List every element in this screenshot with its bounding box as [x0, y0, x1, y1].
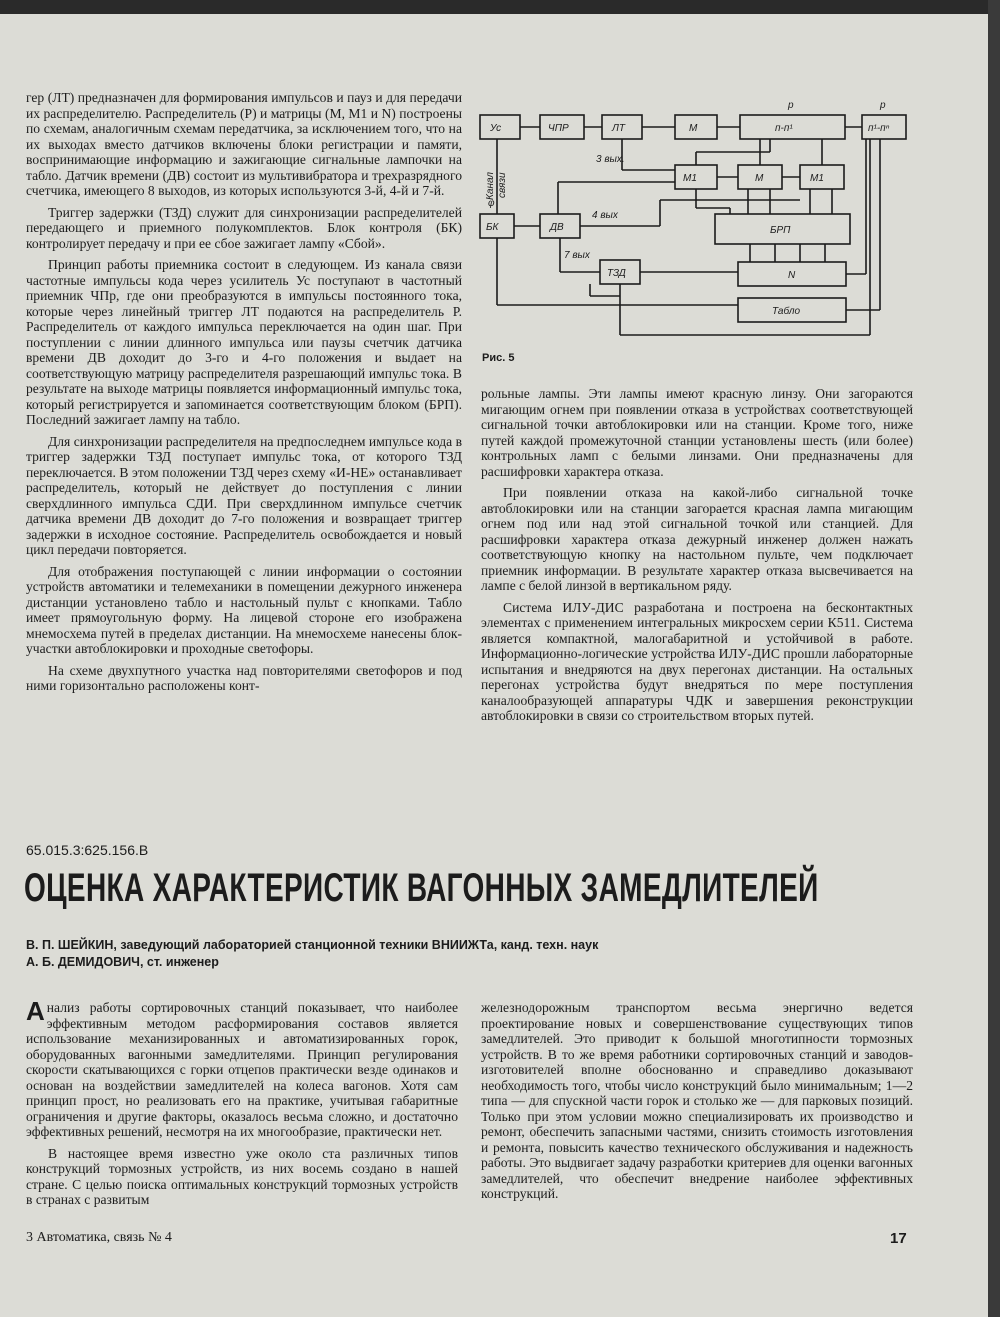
footer-journal: 3 Автоматика, связь № 4 [26, 1230, 172, 1245]
label-svyazi: связи [497, 172, 508, 198]
label-out3: 3 вых. [596, 154, 625, 165]
scan-edge-top [0, 0, 1000, 14]
label-tzd: ТЗД [607, 268, 626, 279]
label-bk: БК [486, 222, 499, 233]
block-diagram [470, 90, 910, 358]
column-bottom-right [481, 1000, 913, 1202]
label-lt: ЛТ [612, 123, 625, 134]
paragraph [26, 996, 458, 1140]
column-bottom-left [26, 996, 458, 1208]
article-title: ОЦЕНКА ХАРАКТЕРИСТИК ВАГОННЫХ ЗАМЕДЛИТЕЛЕЙ [24, 866, 819, 910]
label-m1-b: М1 [810, 173, 824, 184]
label-pn: п¹-пⁿ [868, 123, 890, 134]
label-r1: р [788, 100, 794, 111]
paragraph: железнодорожным транспортом весьма энергично ведется проектирование новых и совершенствование существующих типов замедлителей. Это приводит к большой многотипности тормозных устройств. В то же время работники сортировочных станций и заводов-изготовителей вполне обоснованно и справедливо доказывают необходимость того, чтобы число конструкций было минимальным; 1—2 типа — для спускной части горок и столько же — для парковых позиций. Только при этом условии можно специализировать их производство и ремонт, обеспечить запасными частями, снизить стоимость изготовления и ремонта, повысить качество технического обслуживания и надежность работы. Это выдвигает задачу разработки критериев для оценки вагонных замедлителей, что обеспечит внедрение наиболее эффективных конструкций. [481, 1000, 913, 1201]
column-top-right [481, 386, 913, 724]
paragraph: Для синхронизации распределителя на предпоследнем импульсе кода в триггер задержки ТЗД поступает импульс тока, от которого ТЗД переключается. В этом положении ТЗД через схему «И-НЕ» останавливает распределитель, который не действует до поступления с линии сверхдлинного импульса СДИ. При сверхдлинном импульсе счетчик датчика времени ДВ доходит до 7-го положения и возвращает триггер задержки в исходное состояние. Распределитель освобождается и новый цикл передачи повторяется. [26, 433, 462, 557]
paragraph: В настоящее время известно уже около ста различных типов конструкций тормозных устройств, из них восемь создано в нашей стране. С целью поиска оптимальных конструкций тормозных устройств в странах с развитым [26, 1145, 458, 1207]
label-kanal: Канал [485, 171, 496, 200]
label-out7: 7 вых [564, 250, 590, 261]
label-m-mid: М [755, 173, 764, 184]
paragraph: На схеме двухпутного участка над повторителями светофоров и под ними горизонтально расположены конт- [26, 662, 462, 693]
paragraph: При появлении отказа на какой-либо сигнальной точке автоблокировки или на станции загорается красная лампа мигающим огнем под или над этой сигнальной точкой или станцией. Для расшифровки характера отказа дежурный инженер должен нажать соответствующую кнопку на настольном пульте, чем подключает приемник информации. В результате характер отказа высвечивается на лампе с белой линзой в вертикальном ряду. [481, 485, 913, 593]
label-chpr: ЧПР [548, 123, 569, 134]
paragraph: Принцип работы приемника состоит в следующем. Из канала связи частотные импульсы кода через усилитель Ус поступают в частотный приемник ЧПр, где они преобразуются в импульсы постоянного тока, которые через линейный триггер ЛТ подаются на распределитель Р. Распределитель от каждого импульса переключается на один шаг. При поступлении с линии длинного импульса или паузы счетчик датчика времени ДВ доходит до 3-го и 4-го положения и выдает на соответствующую матрицу распределителя разрешающий импульс тока. В результате на выходе матрицы появляется информационный импульс тока, который регистрируется и запоминается соответствующим блоком (БРП). Последний зажигает лампу на табло. [26, 257, 462, 427]
paragraph: рольные лампы. Эти лампы имеют красную линзу. Они загораются мигающим огнем при появлении отказа в устройствах соответствующей сигнальной точки автоблокировки или на станции. Кроме того, ниже путей каждой промежуточной станции установлены шесть (или более) контрольных ламп с белыми линзами. Они предназначены для расшифровки характера отказа. [481, 386, 913, 479]
paragraph: Система ИЛУ-ДИС разработана и построена на бесконтактных элементах с применением интегральных микросхем серии К511. Система является компактной, малогабаритной и устойчивой в работе. Информационно-логические устройства ИЛУ-ДИС прошли лабораторные испытания и внедряются на двух перегонах дистанции. На остальных перегонах устройства будут внедряться по мере поступления каналообразующей аппаратуры ЧДК и завершения реконструкции автоблокировки в связи со строительством вторых путей. [481, 599, 913, 723]
udc-code: 65.015.3:625.156.В [26, 842, 149, 858]
label-m1-a: М1 [683, 173, 697, 184]
figure-caption: Рис. 5 [482, 352, 515, 364]
paragraph: Для отображения поступающей с линии информации о состоянии устройств автоматики и телемеханики в помещении дежурного инженера дистанции установлено табло и настольный пульт с кнопками. Табло имеет прямоугольную форму. На лицевой стороне его изображена мнемосхема путей в пределах дистанции. На мнемосхеме нанесены блок-участки автоблокировки и проходные светофоры. [26, 563, 462, 656]
label-p: п-п¹ [775, 123, 793, 134]
paragraph-text: нализ работы сортировочных станций показывает, что наиболее эффективным методом расформирования составов является использование механизированных и автоматизированных горок, оборудованных вагонными замедлителями. Принцип регулирования скорости скатывающихся с горки отцепов практически везде одинаков и основан на воздействии замедлителей на колеса вагонов. Хотя сам принцип прост, но реализовать его на практике, учитывая габаритные ограничения и другие факторы, оказалось весьма сложно, и достаточно эффективных решений, несмотря на их многообразие, практически нет. [26, 1000, 458, 1139]
label-dv: ДВ [550, 222, 564, 233]
label-out4: 4 вых [592, 210, 618, 221]
label-us: Ус [490, 123, 502, 134]
paragraph: Триггер задержки (ТЗД) служит для синхронизации распределителей передающего и приемного полукомплектов. Блок контроля (БК) контролирует передачу и при ее сбое зажигает лампу «Сбой». [26, 204, 462, 251]
author-line: В. П. ШЕЙКИН, заведующий лабораторией станционной техники ВНИИЖТа, канд. техн. наук [26, 938, 599, 952]
column-top-left [26, 90, 462, 694]
paragraph: гер (ЛТ) предназначен для формирования импульсов и пауз и для передачи их распределителю. Распределитель (Р) и матрицы (М, М1 и N) построены по схемам, аналогичным схемам передатчика, за исключением того, что на их выходах вместо датчиков включены блоки регистрации и памяти, воспринимающие информацию и зажигающие сигнальные лампочки на табло. Датчик времени (ДВ) состоит из мультивибратора и трехразрядного счетчика, имеющего 8 выходов, из которых используются 3-й, 4-й и 7-й. [26, 90, 462, 198]
author-line: А. Б. ДЕМИДОВИЧ, ст. инженер [26, 955, 219, 969]
label-brp: БРП [770, 225, 791, 236]
label-m-top: М [689, 123, 698, 134]
scan-edge-right [988, 0, 1000, 1317]
page-number: 17 [890, 1230, 907, 1247]
drop-cap: А [26, 996, 45, 1026]
label-tablo: Табло [772, 306, 801, 317]
label-phi: φ [488, 198, 495, 209]
label-n: N [788, 270, 796, 281]
label-r2: р [880, 100, 886, 111]
